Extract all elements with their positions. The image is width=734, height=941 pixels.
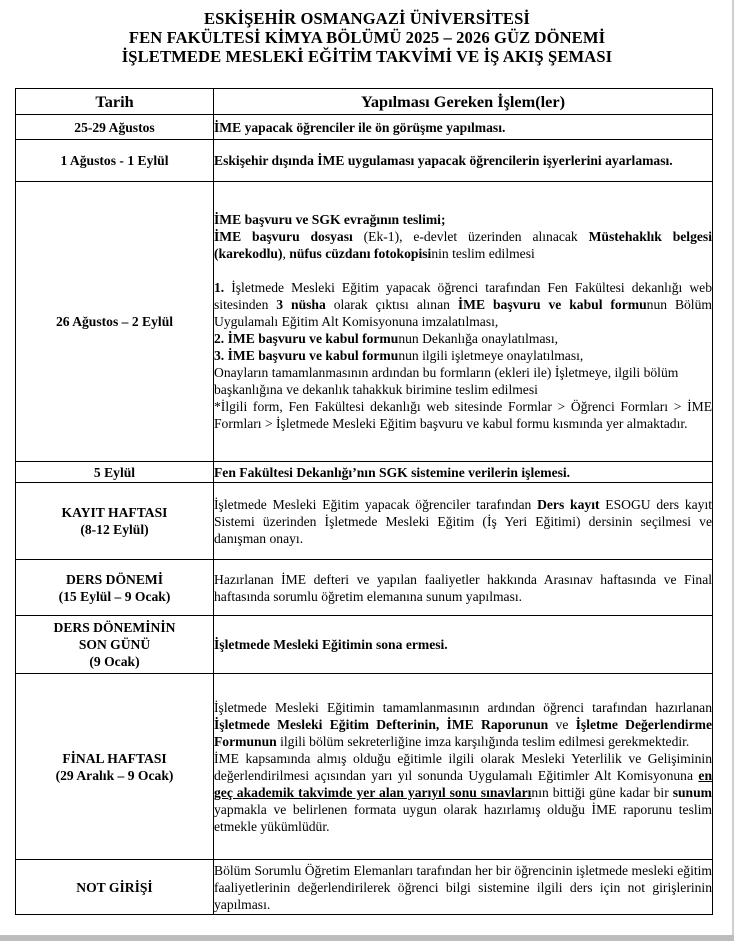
row-task: İşletmede Mesleki Eğitimin sona ermesi.	[214, 616, 713, 674]
header-date: Tarih	[16, 89, 214, 115]
page-bottom-edge	[0, 935, 734, 941]
row-date: 5 Eylül	[16, 462, 214, 483]
row-task	[214, 182, 713, 462]
row-task: Bölüm Sorumlu Öğretim Elemanları tarafından her bir öğrencinin işletmede mesleki eğitim faaliyetlerinin değerlendirilerek öğrenci bilgi sistemine ilgili ders için not girişlerinin yapılması.	[214, 860, 713, 915]
row-task: İME yapacak öğrenciler ile ön görüşme yapılması.	[214, 115, 713, 140]
row-task: Eskişehir dışında İME uygulaması yapacak öğrencilerin işyerlerini ayarlaması.	[214, 140, 713, 182]
table-row	[16, 462, 713, 483]
task-paragraph: 2. İME başvuru ve kabul formunun Dekanlığa onaylatılması,	[214, 331, 558, 346]
row-task: Hazırlanan İME defteri ve yapılan faaliyetler hakkında Arasınav haftasında ve Final haftasında sorumlu öğretim elemanına sunum yapılması.	[214, 560, 713, 616]
task-paragraph: İME kapsamında almış olduğu eğitimle ilgili olarak Mesleki Yeterlilik ve Gelişiminin değerlendirilmesi açısından yarı yıl sonunda Uygulamalı Eğitimler Alt Komisyonuna en geç akademik takvimde yer alan yarıyıl sonu sınavlarının bittiği güne kadar bir sunum yapmakla ve belirlenen formata uygun olarak hazırlamış olduğu İME raporunu teslim etmekle yükümlüdür.	[214, 750, 712, 834]
row-date: FİNAL HAFTASI (29 Aralık – 9 Ocak)	[16, 674, 214, 860]
row-date: DERS DÖNEMİNİN SON GÜNÜ (9 Ocak)	[16, 616, 214, 674]
table-row	[16, 182, 713, 462]
task-note: *İlgili form, Fen Fakültesi dekanlığı web sitesinde Formlar > Öğrenci Formları > İME Formları > İşletmede Mesleki Eğitim başvuru ve kabul formu kısmında yer almaktadır.	[214, 399, 712, 431]
schedule-table	[15, 88, 713, 915]
task-paragraph: İME başvuru ve SGK evrağının teslimi;	[214, 212, 446, 227]
task-paragraph: İşletmede Mesleki Eğitimin tamamlanmasının ardından öğrenci tarafından hazırlanan İşletmede Mesleki Eğitim Defterinin, İME Raporunun ve İşletme Değerlendirme Formunun ilgili bölüm sekreterliğine imza karşılığında teslim edilmesi gerekmektedir.	[214, 699, 712, 749]
task-paragraph: Onayların tamamlanmasının ardından bu formların (ekleri ile) İşletmeye, ilgili bölüm başkanlığına ve dekanlık tahakkuk birimine teslim edilmesi	[214, 365, 679, 397]
row-date: 1 Ağustos - 1 Eylül	[16, 140, 214, 182]
row-task: Fen Fakültesi Dekanlığı’nın SGK sistemine verilerin işlemesi.	[214, 462, 713, 483]
task-paragraph: İME başvuru dosyası (Ek-1), e-devlet üzerinden alınacak Müstehaklık belgesi (karekodlu), nüfus cüzdanı fotokopisinin teslim edilmesi	[214, 229, 712, 261]
row-date: KAYIT HAFTASI (8-12 Eylül)	[16, 483, 214, 560]
task-paragraph: 1. İşletmede Mesleki Eğitim yapacak öğrenci tarafından Fen Fakültesi dekanlığı web sitesinden 3 nüsha olarak çıktısı alınan İME başvuru ve kabul formunun Bölüm Uygulamalı Eğitim Alt Komisyonuna imzalatılması,	[214, 280, 712, 329]
table-row	[16, 140, 713, 182]
table-row	[16, 115, 713, 140]
task-paragraph: 3. İME başvuru ve kabul formunun ilgili işletmeye onaylatılması,	[214, 348, 584, 363]
row-date: 25-29 Ağustos	[16, 115, 214, 140]
title-university: ESKİŞEHİR OSMANGAZİ ÜNİVERSİTESİ	[204, 9, 530, 28]
table-header-row	[16, 89, 713, 115]
row-date: 26 Ağustos – 2 Eylül	[16, 182, 214, 462]
row-task: İşletmede Mesleki Eğitim yapacak öğrenciler tarafından Ders kayıt ESOGU ders kayıt Sistemi üzerinden İşletmede Mesleki Eğitim (İş Yeri Eğitimi) dersinin seçilmesi ve danışman onayı.	[214, 483, 713, 560]
table-row	[16, 560, 713, 616]
document-title	[0, 9, 734, 66]
table-row	[16, 616, 713, 674]
row-task	[214, 674, 713, 860]
table-row	[16, 674, 713, 860]
table-row	[16, 860, 713, 915]
row-date: NOT GİRİŞİ	[16, 860, 214, 915]
header-task: Yapılması Gereken İşlem(ler)	[214, 89, 713, 115]
table-row	[16, 483, 713, 560]
title-faculty: FEN FAKÜLTESİ KİMYA BÖLÜMÜ 2025 – 2026 GÜZ DÖNEMİ	[128, 28, 606, 47]
row-date: DERS DÖNEMİ (15 Eylül – 9 Ocak)	[16, 560, 214, 616]
title-calendar: İŞLETMEDE MESLEKİ EĞİTİM TAKVİMİ VE İŞ AKIŞ ŞEMASI	[121, 47, 613, 66]
